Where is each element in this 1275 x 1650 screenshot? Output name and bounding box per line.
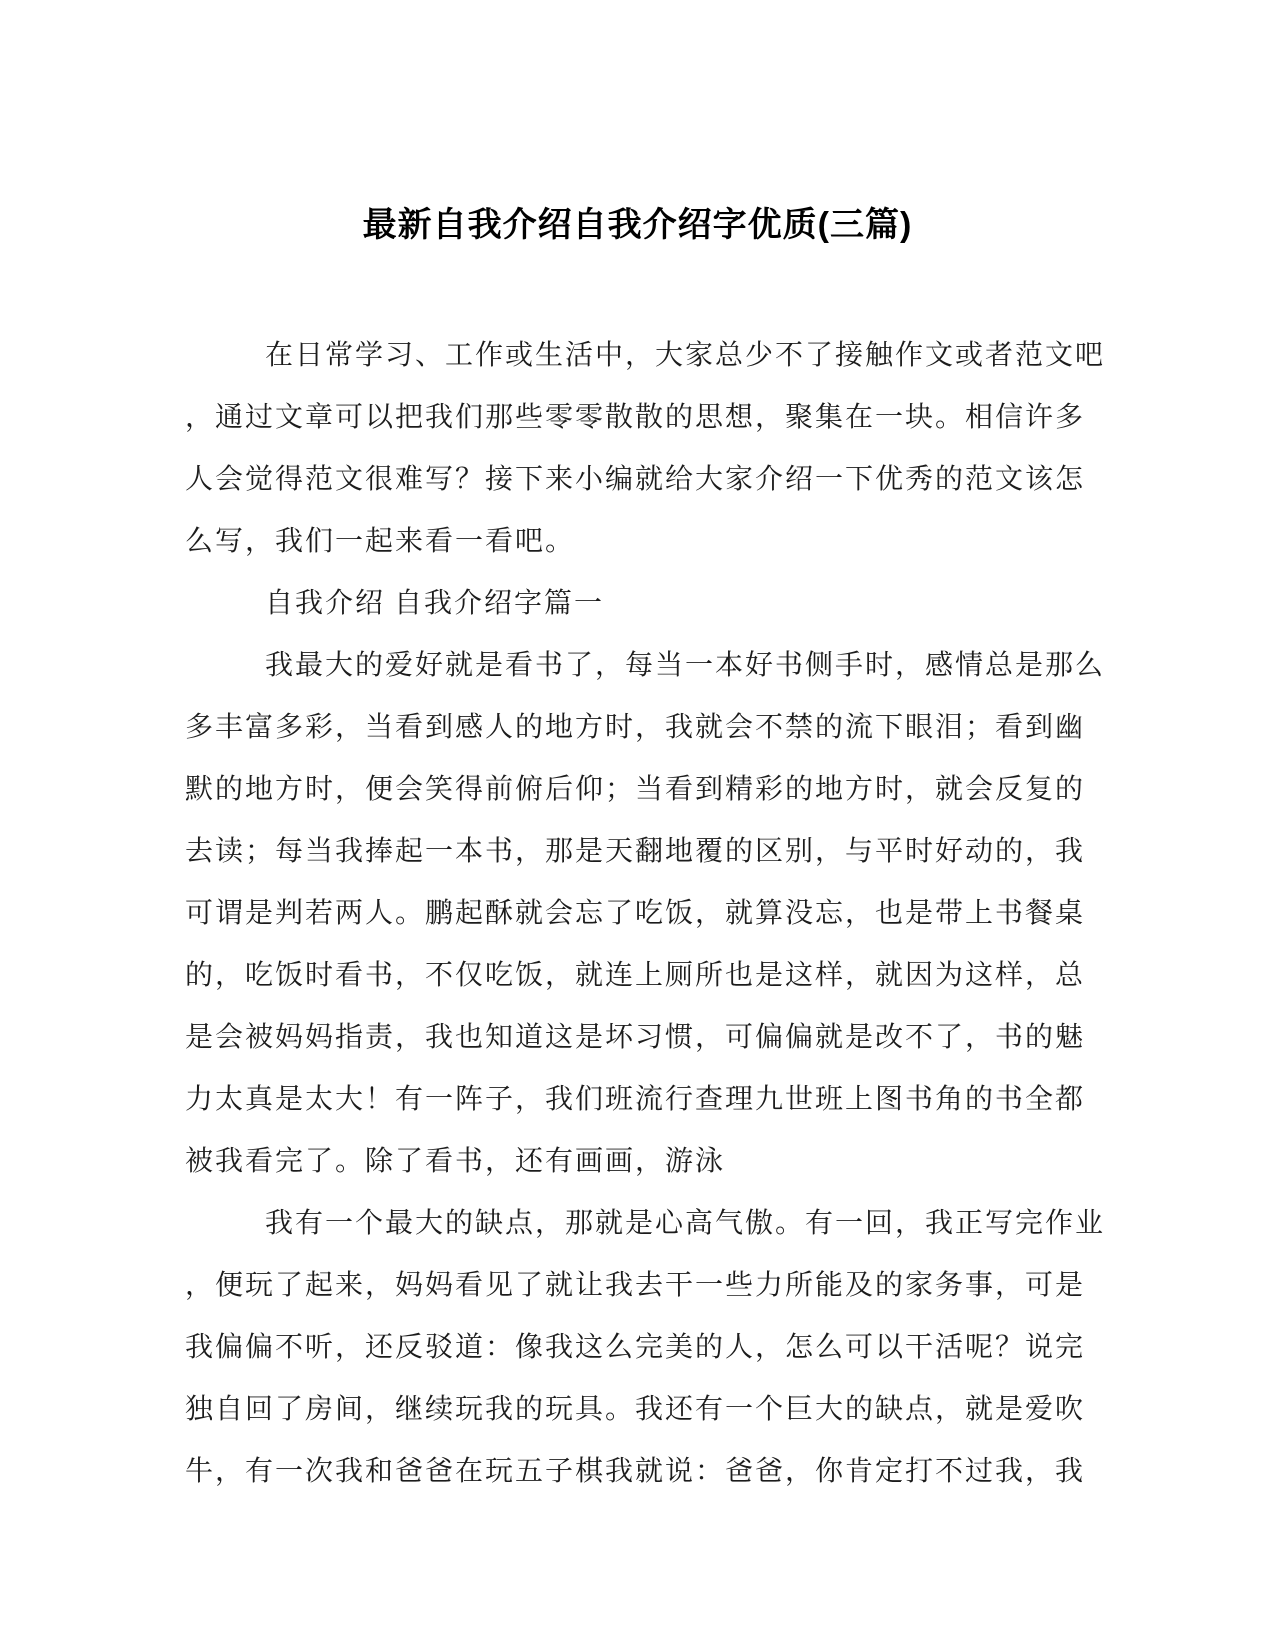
document-title: 最新自我介绍自我介绍字优质(三篇) [362,206,913,244]
text-line: 被我看完了。除了看书，还有画画，游泳 [185,1146,726,1177]
document-content [185,194,1106,1503]
text-line: 独自回了房间，继续玩我的玩具。我还有一个巨大的缺点，就是爱吹 [185,1394,1086,1425]
text-line: ，便玩了起来，妈妈看见了就让我去干一些力所能及的家务事，可是 [185,1270,1086,1301]
text-line: 默的地方时，便会笑得前俯后仰；当看到精彩的地方时，就会反复的 [185,774,1086,805]
text-line: 多丰富多彩，当看到感人的地方时，我就会不禁的流下眼泪；看到幽 [185,712,1086,743]
title-gap [185,256,1090,325]
section-heading: 自我介绍 自我介绍字篇一 [265,588,605,619]
text-line: 可谓是判若两人。鹏起酥就会忘了吃饭，就算没忘，也是带上书餐桌 [185,898,1086,929]
text-line: 我最大的爱好就是看书了，每当一本好书侧手时，感情总是那么 [265,650,1106,681]
document-body [185,325,1106,1503]
text-line: 在日常学习、工作或生活中，大家总少不了接触作文或者范文吧 [265,340,1106,371]
text-line: 人会觉得范文很难写？接下来小编就给大家介绍一下优秀的范文该怎 [185,464,1086,495]
text-line: 的，吃饭时看书，不仅吃饭，就连上厕所也是这样，就因为这样，总 [185,960,1086,991]
text-line: ，通过文章可以把我们那些零零散散的思想，聚集在一块。相信许多 [185,402,1086,433]
text-line: 我偏偏不听，还反驳道：像我这么完美的人，怎么可以干活呢？说完 [185,1332,1086,1363]
text-line: 我有一个最大的缺点，那就是心高气傲。有一回，我正写完作业 [265,1208,1106,1239]
text-line: 牛，有一次我和爸爸在玩五子棋我就说：爸爸，你肯定打不过我，我 [185,1456,1086,1487]
text-line: 力太真是太大！有一阵子，我们班流行查理九世班上图书角的书全都 [185,1084,1086,1115]
text-line: 去读；每当我捧起一本书，那是天翻地覆的区别，与平时好动的，我 [185,836,1086,867]
text-line: 么写，我们一起来看一看吧。 [185,526,576,557]
text-line: 是会被妈妈指责，我也知道这是坏习惯，可偏偏就是改不了，书的魅 [185,1022,1086,1053]
